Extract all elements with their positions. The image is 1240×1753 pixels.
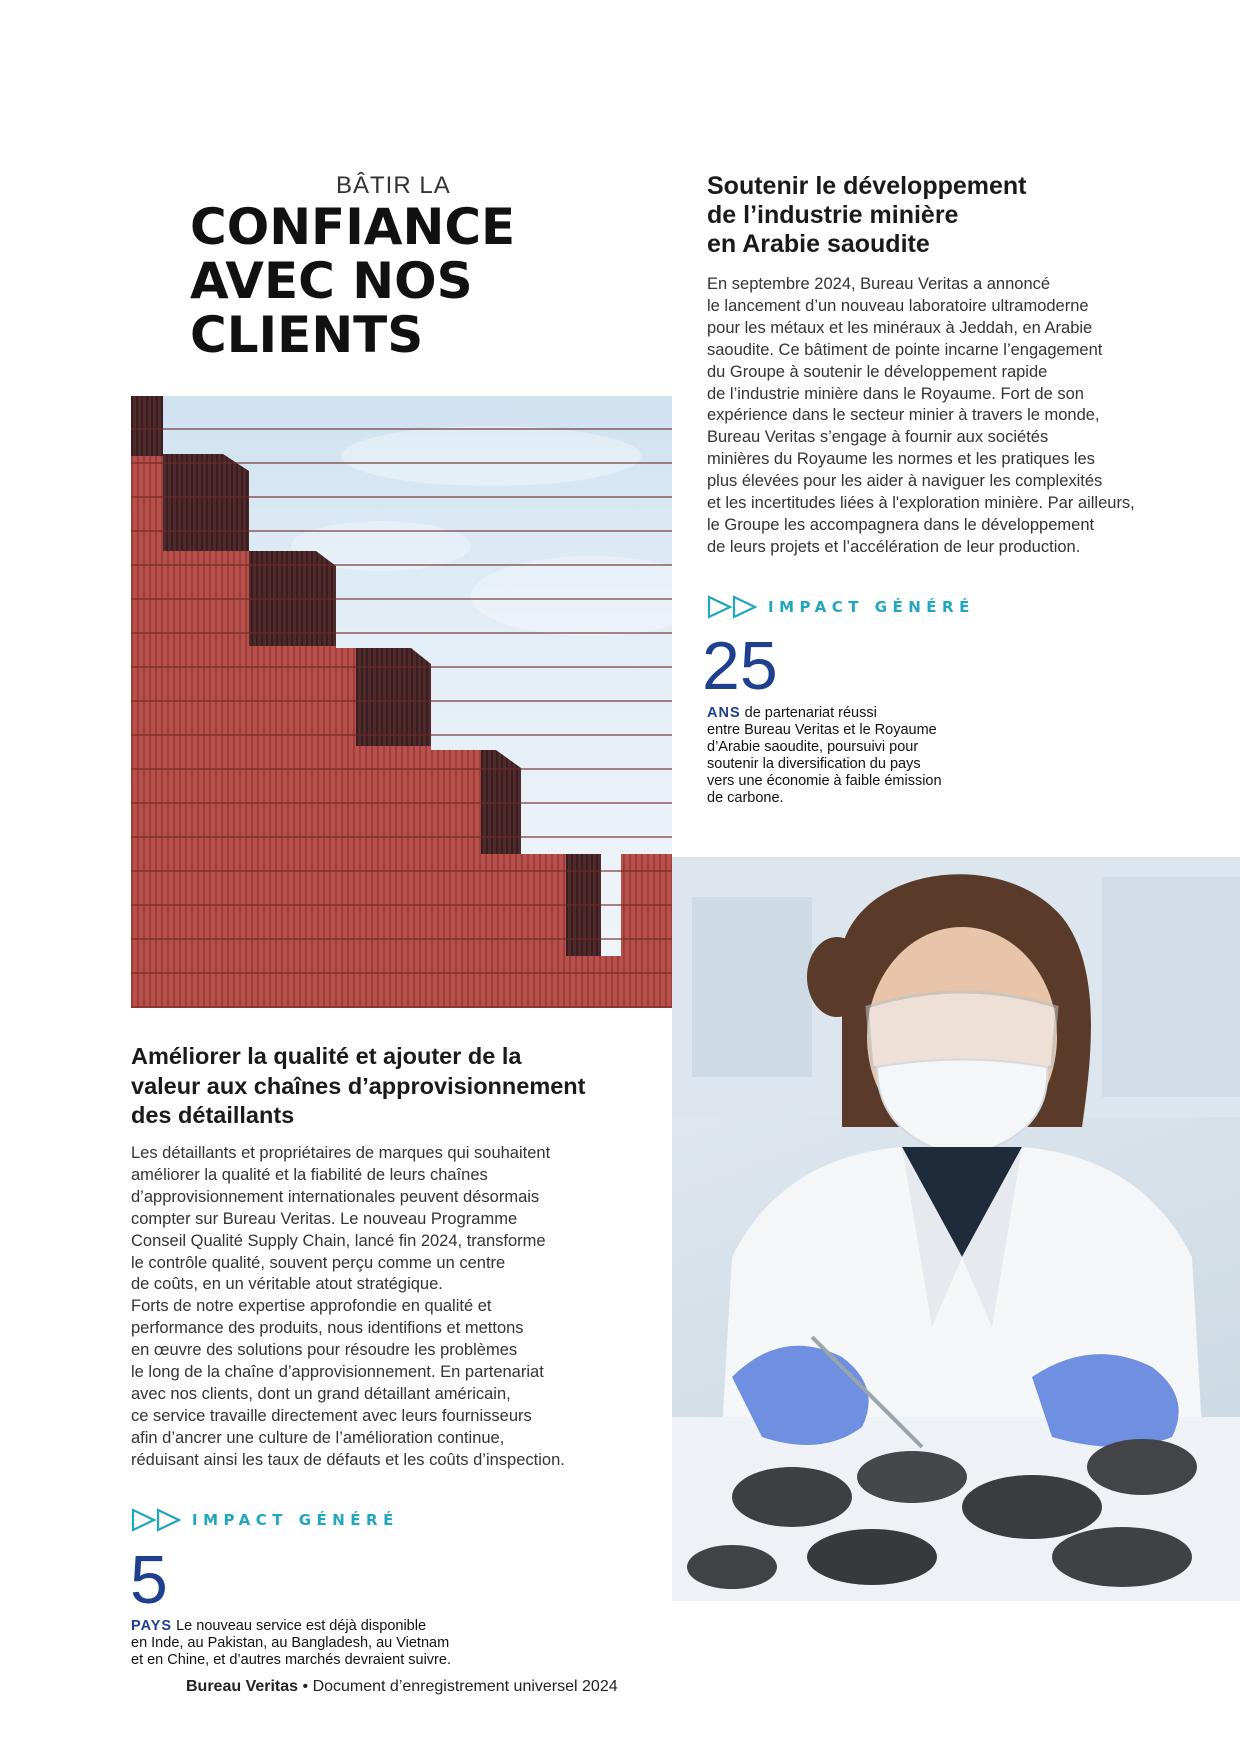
body-line: compter sur Bureau Veritas. Le nouveau Programme	[131, 1209, 518, 1228]
body-line: le lancement d’un nouveau laboratoire ultramoderne	[707, 296, 1089, 315]
mining-title-line: Soutenir le développement	[707, 172, 1027, 200]
body-line: performance des produits, nous identifions et mettons	[131, 1319, 524, 1338]
body-line: minières du Royaume les normes et les pratiques les	[707, 450, 1095, 469]
body-line: plus élevées pour les aider à naviguer les complexités	[707, 472, 1103, 491]
body-line: le Groupe les accompagnera dans le développement	[707, 515, 1095, 534]
retail-title-line: Améliorer la qualité et ajouter de la	[131, 1043, 522, 1069]
body-line: Conseil Qualité Supply Chain, lancé fin 2024, transforme	[131, 1231, 546, 1250]
body-line: en œuvre des solutions pour résoudre les problèmes	[131, 1341, 518, 1360]
body-line: Les détaillants et propriétaires de marques qui souhaitent	[131, 1144, 551, 1162]
stat-line: vers une économie à faible émission	[707, 772, 942, 789]
stat-description	[707, 705, 967, 806]
stat-line: de carbone.	[707, 789, 784, 806]
impact-label: IMPACT GÉNÉRÉ	[192, 1511, 399, 1529]
body-line: Forts de notre expertise approfondie en qualité et	[131, 1297, 492, 1316]
stat-line-first	[707, 705, 967, 722]
section-title	[190, 200, 520, 362]
double-play-arrow-icon	[131, 1507, 185, 1533]
section-kicker: BÂTIR LA	[336, 172, 451, 199]
mining-article-title	[707, 172, 1147, 259]
retail-title-line: valeur aux chaînes d’approvisionnement	[131, 1072, 586, 1099]
section-title-line: CONFIANCE	[190, 198, 516, 256]
page-footer	[186, 1678, 618, 1696]
stat-key: ANS	[707, 705, 741, 721]
section-title-line: CLIENTS	[190, 306, 424, 364]
stat-line: de partenariat réussi	[740, 705, 877, 721]
body-line: En septembre 2024, Bureau Veritas a annoncé	[707, 275, 1051, 293]
stat-description	[131, 1618, 491, 1669]
retail-article-title	[131, 1042, 601, 1131]
impact-label: IMPACT GÉNÉRÉ	[768, 598, 975, 616]
stat-number: 5	[130, 1542, 168, 1618]
mining-title-line: en Arabie saoudite	[707, 230, 930, 258]
body-line: le long de la chaîne d’approvisionnement. En partenariat	[131, 1363, 544, 1382]
footer-separator: •	[298, 1678, 313, 1695]
mining-article-body	[707, 274, 1167, 559]
body-line: améliorer la qualité et la fiabilité de leurs chaînes	[131, 1165, 488, 1184]
stat-line: entre Bureau Veritas et le Royaume	[707, 721, 937, 738]
scientist-illustration	[672, 857, 1240, 1601]
body-line: expérience dans le secteur minier à travers le monde,	[707, 406, 1100, 425]
stat-line: Le nouveau service est déjà disponible	[172, 1618, 427, 1634]
footer-document-name: Document d’enregistrement universel 2024	[312, 1678, 618, 1695]
stat-line: en Inde, au Pakistan, au Bangladesh, au Vietnam	[131, 1634, 450, 1651]
retail-article-body	[131, 1143, 601, 1472]
body-line: Bureau Veritas s’engage à fournir aux sociétés	[707, 428, 1049, 447]
body-line: d’approvisionnement internationales peuvent désormais	[131, 1187, 540, 1206]
containers-photo	[131, 396, 672, 1008]
body-line: du Groupe à soutenir le développement rapide	[707, 362, 1048, 381]
body-line: pour les métaux et les minéraux à Jeddah, en Arabie	[707, 318, 1093, 337]
body-line: de coûts, en un véritable atout stratégique.	[131, 1275, 443, 1294]
footer-brand: Bureau Veritas	[186, 1678, 299, 1695]
body-line: et les incertitudes liées à l'exploration minière. Par ailleurs,	[707, 494, 1135, 513]
body-line: saoudite. Ce bâtiment de pointe incarne l’engagement	[707, 340, 1103, 359]
stat-line: soutenir la diversification du pays	[707, 755, 921, 772]
stacked-containers-illustration	[131, 396, 672, 1008]
body-line: réduisant ainsi les taux de défauts et les coûts d’inspection.	[131, 1450, 565, 1469]
retail-title-line: des détaillants	[131, 1102, 295, 1128]
body-line: afin d’ancrer une culture de l’amélioration continue,	[131, 1428, 505, 1447]
body-line: le contrôle qualité, souvent perçu comme un centre	[131, 1253, 506, 1272]
stat-line: d’Arabie saoudite, poursuivi pour	[707, 738, 919, 755]
body-line: avec nos clients, dont un grand détaillant américain,	[131, 1384, 511, 1403]
stat-key: PAYS	[131, 1618, 173, 1634]
body-line: de l’industrie minière dans le Royaume. Fort de son	[707, 384, 1084, 403]
section-title-line: AVEC NOS	[190, 252, 473, 310]
stat-line-first	[131, 1618, 491, 1635]
body-line: ce service travaille directement avec leurs fournisseurs	[131, 1406, 532, 1425]
mining-title-line: de l’industrie minière	[707, 201, 959, 229]
double-play-arrow-icon	[707, 594, 761, 620]
lab-scientist-photo	[672, 857, 1240, 1601]
stat-line: et en Chine, et d’autres marchés devraient suivre.	[131, 1651, 451, 1668]
body-line: de leurs projets et l’accélération de leur production.	[707, 537, 1081, 556]
stat-number: 25	[702, 628, 778, 704]
